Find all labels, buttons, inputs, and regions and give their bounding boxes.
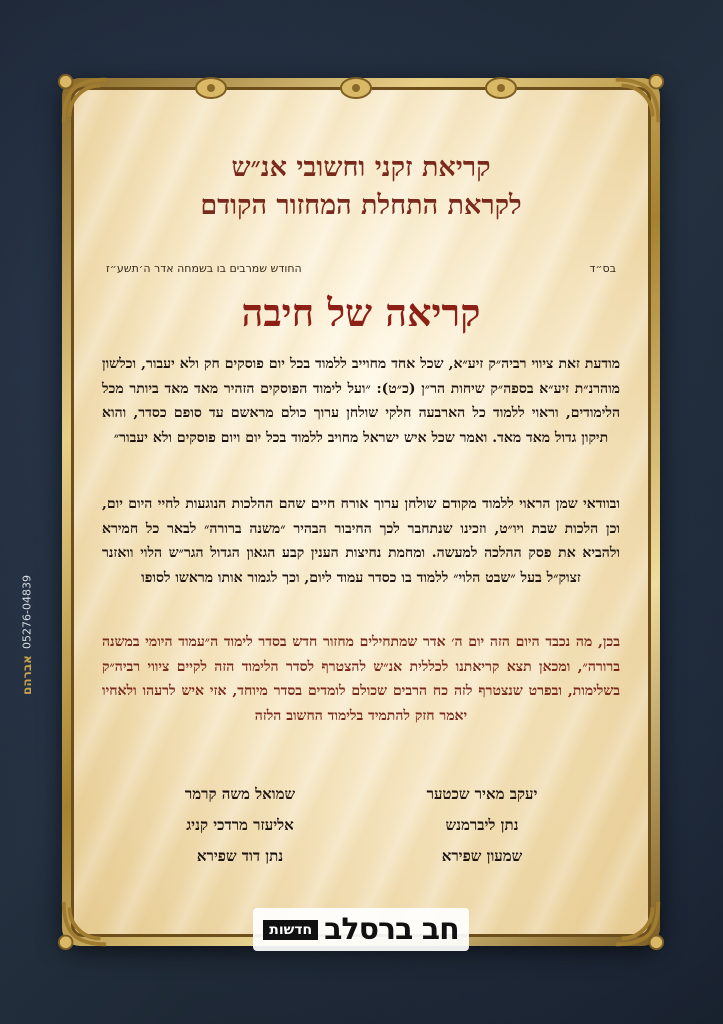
corner-scroll-icon: [608, 72, 666, 130]
header-line-2: לקראת התחלת המחזור הקודם: [200, 190, 522, 221]
side-strip: [14, 555, 40, 695]
scroll-ornament-icon: [194, 74, 228, 102]
paragraph-1: מודעת זאת ציווי רביה״ק זיע״א, שכל אחד מחוייב ללמוד בכל יום פוסקים חק ולא יעבור, וכלשון מוהרנ״ת זיע״א בספה״ק שיחות הר״ן (כ״ט): ״ועל לימוד הפוסקים הזהיר מאד מאד ביותר מכל הלימודים, וראוי ללמוד כל הארבעה חלקי שולחן ערוך כולם מראשם עד סופם כסדר, והוא תיקון גדול מאד מאד. ואמר שכל איש ישראל מחויב ללמוד בכל יום ויום פוסקים ולא יעבור״: [102, 356, 620, 446]
date-line: החודש שמרבים בו בשמחה אדר ה׳תשע״ז: [106, 262, 302, 275]
signature: יעקב מאיר שכטער: [426, 785, 538, 803]
ornate-frame: [62, 78, 660, 946]
brand-logo-block: [74, 908, 648, 951]
paragraph-2: ובוודאי שמן הראוי ללמוד מקודם שולחן ערוך אורח חיים שהם ההלכות הנוגעות לחיי היום יום, וכן הלכות שבת ויו״ט, וזכינו שנתחבר לכך החיבור הבהיר ״משנה ברורה״ לבאר כל חמירא ולהביא את פסק ההלכה למעשה. ומחמת נחיצות הענין קבע הגאון הגדול הגר״ש הלוי וואזנר זצוק״ל בעל ״שבט הלוי״ ללמוד בו כסדר עמוד ליום, וכך לגמור אותו מראשו לסופו: [102, 496, 620, 586]
main-title: קריאה של חיבה: [241, 290, 481, 335]
brand-tag: חדשות: [263, 920, 318, 940]
brand-logo: חב ברסלב: [324, 912, 459, 947]
signature: נתן ליברמנש: [445, 816, 519, 834]
parchment: [71, 87, 651, 947]
brand-box: [253, 908, 468, 951]
bsd-mark: בס״ד: [589, 262, 616, 275]
paragraph-3: בכן, מה נכבד היום הזה יום ה׳ אדר שמתחילים מחזור חדש בסדר לימוד ה״עמוד היומי במשנה ברורה״, ומכאן תצא קריאתנו לכללית אנ״ש להצטרף לסדר הלימוד הזה לקיים ציווי רביה״ק בשלימות, ובפרט שנצטרף לזה כח הרבים שכולם לומדים בסדר מיוחד, אזי איש לרעהו ולאחיו יאמר חזק להתמיד בלימוד החשוב הלזה: [102, 634, 620, 724]
corner-scroll-icon: [56, 72, 114, 130]
signature: אליעזר מרדכי קניג: [186, 816, 294, 834]
signature: שמואל משה קרמר: [184, 785, 296, 803]
signature: נתן דוד שפירא: [196, 847, 284, 865]
meta-row: [106, 262, 616, 275]
signature: שמעון שפירא: [441, 847, 523, 865]
signatures: [134, 785, 588, 866]
scroll-ornament-icon: [339, 74, 373, 102]
scroll-ornament-icon: [484, 74, 518, 102]
side-logo: אברהם: [20, 655, 34, 695]
header-line-1: קריאת זקני וחשובי אנ״ש: [231, 152, 491, 183]
side-phone: 05276-04839: [20, 575, 34, 650]
